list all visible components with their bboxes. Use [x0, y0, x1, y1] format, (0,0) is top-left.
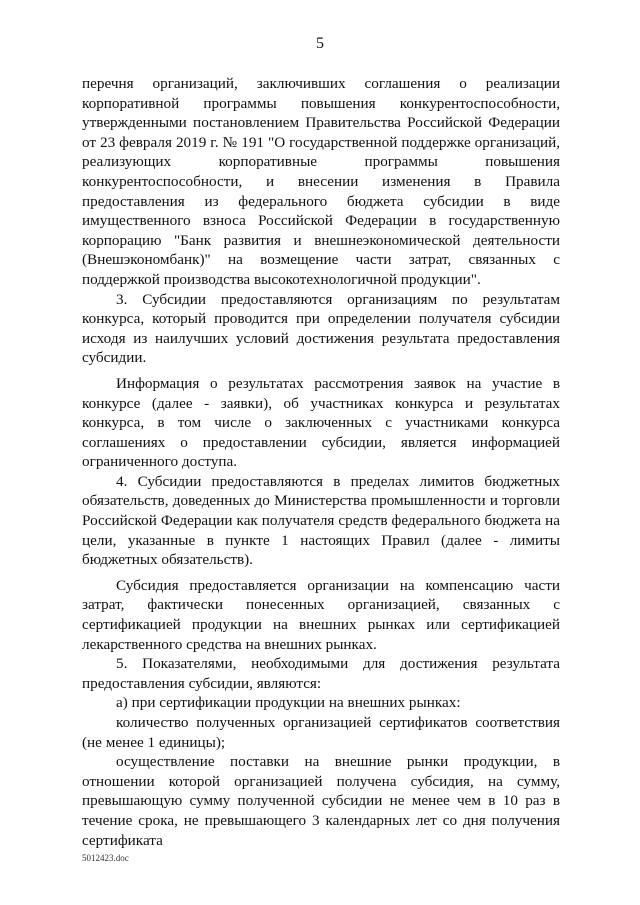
- paragraph-continuation: перечня организаций, заключивших соглашения о реализации корпоративной программы повышения конкурентоспособности, утвержденными постановлением Правительства Российской Федерации от 23 февраля 2019 г. № 191 "О государственной поддержке организаций, реализующих корпоративные программы повышения конкурентоспособности, и внесении изменения в Правила предоставления из федерального бюджета субсидии в виде имущественного взноса Российской Федерации в государственную корпорацию "Банк развития и внешнеэкономической деятельности (Внешэкономбанк)" на возмещение части затрат, связанных с поддержкой производства высокотехнологичной продукции".: [82, 75, 560, 288]
- paragraph-item-4: 4. Субсидии предоставляются в пределах лимитов бюджетных обязательств, доведенных до Министерства промышленности и торговли Российской Федерации как получателя средств федерального бюджета на цели, указанные в пункте 1 настоящих Правил (далее - лимиты бюджетных обязательств).: [82, 472, 560, 569]
- page-number: 5: [316, 35, 324, 52]
- paragraph-supply-obligation: осуществление поставки на внешние рынки продукции, в отношении которой организацией получена субсидия, на сумму, превышающую сумму полученной субсидии не менее чем в 10 раз в течение срока, не превышающего 3 календарных лет со дня получения сертификата: [82, 753, 560, 849]
- paragraph-certificates-count: количество полученных организацией сертификатов соответствия (не менее 1 единицы);: [82, 714, 560, 751]
- footer-filename: 5012423.doc: [82, 853, 129, 863]
- paragraph-item-3: 3. Субсидии предоставляются организациям по результатам конкурса, который проводится при определении получателя субсидии исходя из наилучших условий достижения результата предоставления субсидии.: [82, 290, 560, 367]
- paragraph-subitem-a: а) при сертификации продукции на внешних рынках:: [116, 694, 461, 712]
- paragraph-item-5: 5. Показателями, необходимыми для достижения результата предоставления субсидии, являются:: [82, 655, 560, 692]
- paragraph-information: Информация о результатах рассмотрения заявок на участие в конкурсе (далее - заявки), об участниках конкурса и результатах конкурса, в том числе о заключенных с участниками конкурса соглашениях о предоставлении субсидии, является информацией ограниченного доступа.: [82, 374, 560, 471]
- paragraph-subsidy-compensation: Субсидия предоставляется организации на компенсацию части затрат, фактически понесенных организацией, связанных с сертификацией продукции на внешних рынках или сертификацией лекарственного средства на внешних рынках.: [82, 576, 560, 653]
- document-body: [82, 74, 560, 850]
